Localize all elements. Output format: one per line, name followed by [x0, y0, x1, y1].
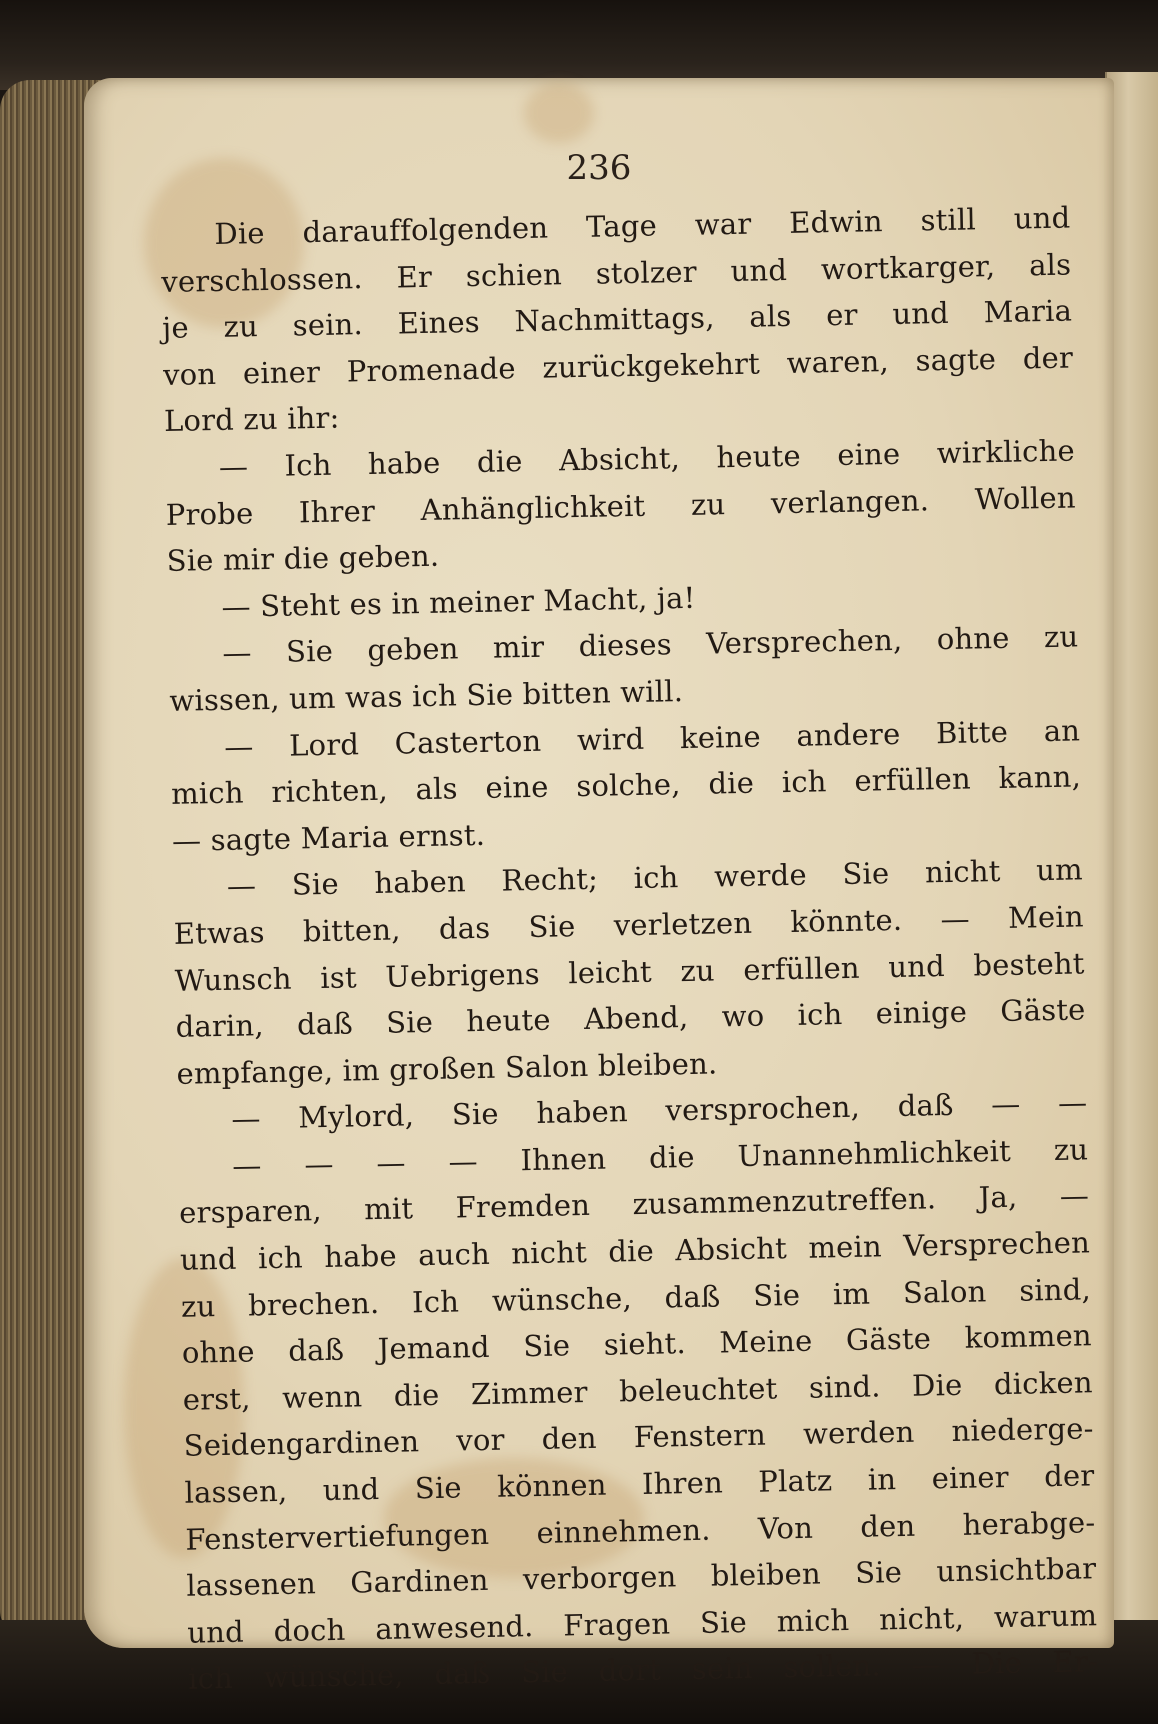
- text-line: Seidengardinen vor den Fenstern werden niederge-: [183, 1411, 1094, 1464]
- text-line: Sie mir die geben.: [166, 538, 440, 579]
- text-line: wissen, um was ich Sie bitten will.: [169, 673, 684, 718]
- text-line: ersparen, mit Fremden zusammenzutreffen. Ja, —: [178, 1178, 1090, 1231]
- text-line: ohne daß Jemand Sie sieht. Meine Gäste kommen: [181, 1318, 1093, 1371]
- body-text: [160, 195, 1098, 1703]
- book-background-top: [0, 0, 1158, 90]
- text-line: Fenstervertiefungen einnehmen. Von den herabge-: [185, 1504, 1096, 1557]
- text-line: je zu sein. Eines Nachmittags, als er und Maria: [161, 293, 1073, 346]
- text-line: Wunsch ist Uebrigens leicht zu erfüllen und besteht: [174, 945, 1085, 998]
- text-line: — sagte Maria ernst.: [171, 817, 486, 858]
- text-line: — Mylord, Sie haben versprochen, daß — —: [231, 1085, 1088, 1137]
- page-number: 236: [566, 148, 632, 188]
- foxing-stain: [524, 83, 594, 143]
- text-line: ich wünsche, daß Sie dort sein sollen. — Die Er-: [187, 1644, 1099, 1697]
- text-line: Die darauffolgenden Tage war Edwin still und: [214, 200, 1071, 251]
- text-line: empfange, im großen Salon bleiben.: [176, 1046, 718, 1091]
- text-line: lassen, und Sie können Ihren Platz in einer der: [184, 1458, 1095, 1510]
- text-line: zu brechen. Ich wünsche, daß Sie im Salon sind,: [180, 1271, 1092, 1324]
- text-line: mich richten, als eine solche, die ich erfüllen kann,: [170, 759, 1082, 812]
- text-line: lassenen Gardinen verborgen bleiben Sie unsichtbar: [186, 1551, 1097, 1603]
- text-line: Probe Ihrer Anhänglichkeit zu verlangen. Wollen: [165, 480, 1076, 532]
- text-line: von einer Promenade zurückgekehrt waren, sagte der: [162, 340, 1074, 392]
- text-line: Etwas bitten, das Sie verletzen könnte. — Mein: [173, 899, 1085, 951]
- text-line: — — — — Ihnen die Unannehmlichkeit zu: [231, 1132, 1089, 1183]
- text-line: Lord zu ihr:: [163, 400, 340, 439]
- text-line: — Sie geben mir dieses Versprechen, ohne zu: [222, 619, 1079, 671]
- text-line: — Sie haben Recht; ich werde Sie nicht um: [226, 852, 1084, 904]
- text-line: darin, daß Sie heute Abend, wo ich einige Gäste: [175, 992, 1086, 1044]
- text-line: — Lord Casterton wird keine andere Bitte an: [223, 712, 1081, 764]
- text-line: und ich habe auch nicht die Absicht mein Versprechen: [179, 1225, 1091, 1277]
- text-line: erst, wenn die Zimmer beleuchtet sind. Die dicken: [182, 1365, 1093, 1417]
- text-line: — Ich habe die Absicht, heute eine wirkliche: [218, 433, 1076, 484]
- text-line: und doch anwesend. Fragen Sie mich nicht, warum: [186, 1598, 1098, 1650]
- text-line: verschlossen. Er schien stolzer und wortkarger, als: [161, 247, 1072, 299]
- text-line: — Steht es in meiner Macht, ja!: [221, 580, 696, 624]
